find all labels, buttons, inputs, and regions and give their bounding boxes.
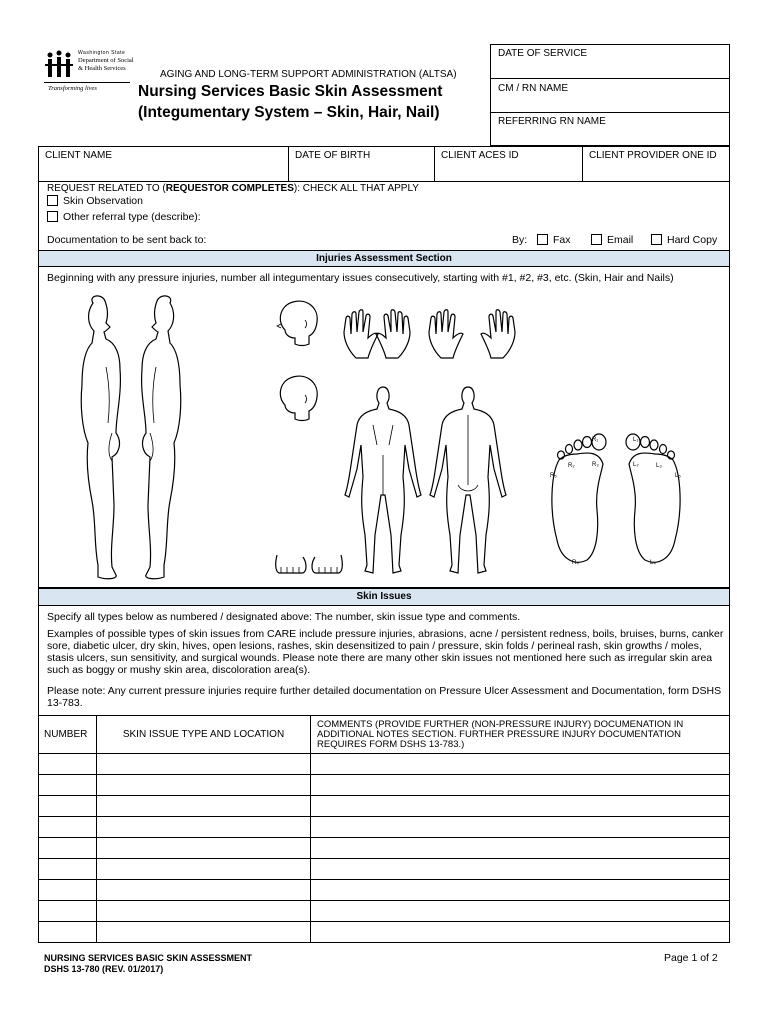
side-view-right <box>81 296 120 579</box>
type-cell[interactable] <box>97 754 311 775</box>
foot-label-r1: R₁ <box>592 437 599 443</box>
request-suffix: ): CHECK ALL THAT APPLY <box>293 183 419 194</box>
col-type-header: SKIN ISSUE TYPE AND LOCATION <box>97 716 311 754</box>
footer-form-title: NURSING SERVICES BASIC SKIN ASSESSMENT <box>44 953 253 963</box>
provider-one-id-field[interactable] <box>582 146 730 182</box>
request-prefix: REQUEST RELATED TO ( <box>47 183 166 194</box>
state-name: Washington State <box>78 50 126 56</box>
type-cell[interactable] <box>97 922 311 943</box>
referring-rn-label: REFERRING RN NAME <box>498 116 606 127</box>
table-row[interactable] <box>39 901 730 922</box>
footer-form-number: DSHS 13-780 (REV. 01/2017) <box>44 964 164 974</box>
number-cell[interactable] <box>39 775 97 796</box>
skin-observation-option[interactable] <box>47 195 143 207</box>
number-cell[interactable] <box>39 880 97 901</box>
number-cell[interactable] <box>39 901 97 922</box>
client-aces-id-field[interactable] <box>434 146 583 182</box>
cm-rn-name-field[interactable] <box>490 78 730 113</box>
form-title-line1: Nursing Services Basic Skin Assessment <box>138 83 443 100</box>
hard-copy-checkbox[interactable] <box>651 234 662 245</box>
type-cell[interactable] <box>97 775 311 796</box>
tagline: Transforming lives <box>48 85 97 92</box>
foot-label-l5: L₅ <box>675 473 681 479</box>
date-of-service-label: DATE OF SERVICE <box>498 48 588 59</box>
left-sole <box>626 434 680 562</box>
dept-line2: & Health Services <box>78 65 126 72</box>
skin-issues-heading: Skin Issues <box>38 588 730 606</box>
type-cell[interactable] <box>97 817 311 838</box>
injuries-heading: Injuries Assessment Section <box>38 250 730 267</box>
request-section <box>38 181 730 251</box>
table-row[interactable] <box>39 838 730 859</box>
foot-label-r2: R₂ <box>568 463 575 469</box>
comments-cell[interactable] <box>311 754 730 775</box>
skin-issues-table <box>38 715 730 943</box>
client-name-label: CLIENT NAME <box>45 150 113 161</box>
comments-cell[interactable] <box>311 775 730 796</box>
table-row[interactable] <box>39 796 730 817</box>
request-heading <box>47 183 419 194</box>
dshs-logo <box>44 50 134 96</box>
foot-label-r4: R₄ <box>572 560 579 566</box>
body-diagrams <box>38 285 730 585</box>
hard-copy-label: Hard Copy <box>667 234 718 246</box>
body-back <box>430 387 506 573</box>
feet-top-view <box>276 555 343 573</box>
foot-label-l4: L₄ <box>650 560 656 566</box>
col-comments-header: COMMENTS (PROVIDE FURTHER (NON-PRESSURE INJURY) DOCUMENATION IN ADDITIONAL NOTES SECTION. FURTHER PRESSURE INJURY DOCUMENTATION REQUIRES FORM DSHS 13-783.) <box>311 716 730 754</box>
comments-cell[interactable] <box>311 859 730 880</box>
cm-rn-name-label: CM / RN NAME <box>498 83 568 94</box>
comments-cell[interactable] <box>311 880 730 901</box>
email-label: Email <box>607 234 634 246</box>
fax-checkbox[interactable] <box>537 234 548 245</box>
table-row[interactable] <box>39 817 730 838</box>
comments-cell[interactable] <box>311 838 730 859</box>
table-row[interactable] <box>39 922 730 943</box>
skin-issues-p1: Specify all types below as numbered / designated above: The number, skin issue type and comments. <box>47 611 521 623</box>
comments-cell[interactable] <box>311 796 730 817</box>
form-title-line2: (Integumentary System – Skin, Hair, Nail) <box>138 104 440 121</box>
page-number: Page 1 of 2 <box>664 952 718 964</box>
email-checkbox[interactable] <box>591 234 602 245</box>
number-cell[interactable] <box>39 754 97 775</box>
type-cell[interactable] <box>97 880 311 901</box>
type-cell[interactable] <box>97 859 311 880</box>
comments-cell[interactable] <box>311 817 730 838</box>
hands-backs <box>429 310 515 358</box>
logo-divider <box>44 82 130 83</box>
client-name-field[interactable] <box>38 146 289 182</box>
documentation-sent-label: Documentation to be sent back to: <box>47 234 207 246</box>
skin-issues-text-area <box>38 605 730 716</box>
table-header-row <box>39 716 730 754</box>
number-cell[interactable] <box>39 859 97 880</box>
number-cell[interactable] <box>39 796 97 817</box>
number-cell[interactable] <box>39 838 97 859</box>
provider-one-id-label: CLIENT PROVIDER ONE ID <box>589 150 717 161</box>
type-cell[interactable] <box>97 901 311 922</box>
table-row[interactable] <box>39 775 730 796</box>
date-of-birth-label: DATE OF BIRTH <box>295 150 371 161</box>
head-profile-top <box>277 301 317 345</box>
number-cell[interactable] <box>39 817 97 838</box>
foot-label-l1: L₁ <box>633 437 639 443</box>
foot-label-r5: R₅ <box>550 473 557 479</box>
client-aces-id-label: CLIENT ACES ID <box>441 150 519 161</box>
number-cell[interactable] <box>39 922 97 943</box>
foot-label-l2: L₂ <box>633 462 639 468</box>
skin-issues-p2: Examples of possible types of skin issues from CARE include pressure injuries, abrasions, acne / persistent redness, boils, bruises, burns, canker sore, diabetic ulcer, dry skin, hives, open lesions, rashes, skin desensitized to pain / pressure, skin folds / perineal rash, skin growths / moles, stasis ulcers, sun sensitivity, and surgical wounds. Please note there are many other skin issues not mentioned here such as irregular skin area such as boggy or mushy skin area, discoloration area(s). <box>47 628 724 676</box>
other-referral-option[interactable] <box>47 211 201 223</box>
right-sole <box>552 434 606 562</box>
family-icon <box>44 50 74 80</box>
comments-cell[interactable] <box>311 922 730 943</box>
skin-observation-label: Skin Observation <box>63 195 143 207</box>
email-option[interactable] <box>591 234 633 246</box>
admin-name: AGING AND LONG-TERM SUPPORT ADMINISTRATION (ALTSA) <box>160 69 457 80</box>
date-of-birth-field[interactable] <box>288 146 435 182</box>
type-cell[interactable] <box>97 838 311 859</box>
other-referral-checkbox[interactable] <box>47 211 58 222</box>
date-of-service-field[interactable] <box>490 44 730 79</box>
request-bold: REQUESTOR COMPLETES <box>165 183 294 194</box>
table-row[interactable] <box>39 754 730 775</box>
hard-copy-option[interactable] <box>651 234 717 246</box>
type-cell[interactable] <box>97 796 311 817</box>
foot-label-r3: R₃ <box>592 462 599 468</box>
fax-option[interactable] <box>537 234 571 246</box>
side-view-left <box>142 296 181 579</box>
other-referral-label: Other referral type (describe): <box>63 211 201 223</box>
skin-observation-checkbox[interactable] <box>47 195 58 206</box>
table-row[interactable] <box>39 859 730 880</box>
injuries-instruction: Beginning with any pressure injuries, number all integumentary issues consecutively, starting with #1, #2, #3, etc. (Skin, Hair and Nails) <box>47 272 674 284</box>
skin-issues-p3: Please note: Any current pressure injuries require further detailed documentation on Pressure Ulcer Assessment and Documentation, form DSHS 13-783. <box>47 685 722 709</box>
table-row[interactable] <box>39 880 730 901</box>
dept-line1: Department of Social <box>78 57 134 64</box>
fax-label: Fax <box>553 234 571 246</box>
head-profile-bottom <box>280 376 317 420</box>
comments-cell[interactable] <box>311 901 730 922</box>
col-number-header: NUMBER <box>39 716 97 754</box>
foot-label-l3: L₃ <box>656 463 662 469</box>
hands-palms <box>344 310 410 358</box>
body-front <box>345 387 421 573</box>
referring-rn-field[interactable] <box>490 112 730 146</box>
by-label: By: <box>512 234 528 246</box>
